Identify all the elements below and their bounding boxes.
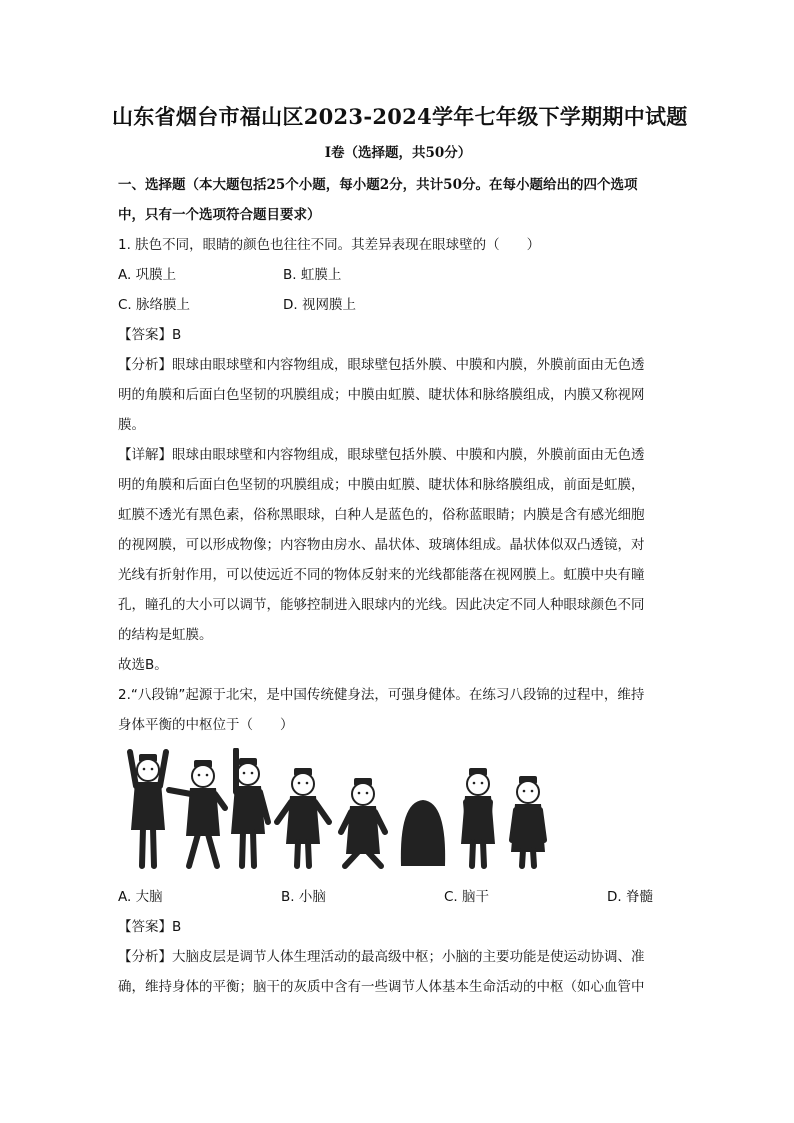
figure-1-leg	[153, 828, 154, 866]
figure-3-head	[237, 763, 259, 785]
figure-2-eye	[206, 774, 209, 777]
figure-3-leg	[253, 832, 254, 866]
figure-2-leg	[208, 834, 217, 866]
figure-4-eye	[306, 782, 309, 785]
figure-6-body	[401, 800, 445, 866]
q1-analysis-line: 膜。	[118, 417, 145, 433]
figure-1-head	[137, 759, 159, 781]
page-subtitle: I卷（选择题，共50分）	[324, 145, 472, 161]
figure-1-eye	[143, 768, 146, 771]
figure-1-robe	[131, 782, 165, 830]
figure-5-leg	[368, 852, 381, 866]
q2-analysis-line: 确，维持身体的平衡；脑干的灰质中含有一些调节人体基本生命活动的中枢（如心血管中	[118, 979, 645, 995]
figure-8-head	[517, 781, 539, 803]
q2-option-b: B. 小脑	[281, 889, 326, 905]
figure-7-arm	[466, 802, 468, 824]
figure-7-leg	[483, 842, 484, 866]
q1-option-d: D. 视网膜上	[283, 297, 356, 313]
baduanjin-figures-illustration	[118, 748, 678, 876]
figures-svg	[118, 748, 548, 876]
figure-1-eye	[151, 768, 154, 771]
section-line-1: 一、选择题（本大题包括25个小题，每小题2分，共计50分。在每小题给出的四个选项	[118, 177, 638, 193]
figure-7-eye	[481, 782, 484, 785]
q1-conclusion: 故选B。	[118, 657, 168, 673]
q1-detail-line: 的结构是虹膜。	[118, 627, 213, 643]
figure-7-leg	[472, 842, 473, 866]
section-line-2: 中，只有一个选项符合题目要求）	[118, 207, 321, 223]
figure-5-leg	[345, 852, 358, 866]
q1-analysis-line: 明的角膜和后面白色坚韧的巩膜组成；中膜由虹膜、睫状体和脉络膜组成，内膜又称视网	[118, 387, 645, 403]
figure-4-leg	[308, 842, 309, 866]
q1-detail-line: 虹膜不透光有黑色素，俗称黑眼球，白种人是蓝色的，俗称蓝眼睛；内膜是含有感光细胞	[118, 507, 645, 523]
figure-2-arm	[169, 790, 191, 794]
q1-option-a: A. 巩膜上	[118, 267, 177, 283]
figure-7-head	[467, 773, 489, 795]
q2-options-row	[118, 882, 678, 912]
figure-5-eye	[366, 792, 369, 795]
figure-5-eye	[358, 792, 361, 795]
figure-8-arm	[512, 810, 516, 840]
figure-1-arm	[130, 752, 136, 786]
q1-option-c: C. 脉络膜上	[118, 297, 191, 313]
figure-8-leg	[522, 850, 523, 866]
exam-page	[112, 100, 688, 1002]
q2-option-c: C. 脑干	[444, 889, 490, 905]
q2-answer: 【答案】B	[118, 919, 182, 935]
q1-options-row-2	[118, 290, 678, 320]
figure-3-eye	[251, 772, 254, 775]
page-title: 山东省烟台市福山区2023-2024学年七年级下学期期中试题	[112, 104, 688, 129]
q2-stem-line-1: 2.“八段锦”起源于北宋，是中国传统健身法，可强身健体。在练习八段锦的过程中，维持	[118, 687, 645, 703]
q2-stem-line-2: 身体平衡的中枢位于（ ）	[118, 717, 294, 733]
figure-5-head	[352, 783, 374, 805]
q1-detail-line: 【详解】眼球由眼球壁和内容物组成，眼球壁包括外膜、中膜和内膜，外膜前面由无色透	[118, 447, 645, 463]
figure-7-arm	[488, 802, 490, 824]
figure-2-leg	[189, 834, 198, 866]
q1-answer: 【答案】B	[118, 327, 182, 343]
figure-4-leg	[297, 842, 298, 866]
q2-option-a: A. 大脑	[118, 889, 163, 905]
figure-1-arm	[160, 752, 166, 786]
figure-4-eye	[298, 782, 301, 785]
q1-options-row-1	[118, 260, 678, 290]
q1-detail-line: 的视网膜，可以形成物像；内容物由房水、晶状体、玻璃体组成。晶状体似双凸透镜，对	[118, 537, 645, 553]
figure-2-head	[192, 765, 214, 787]
figure-4-head	[292, 773, 314, 795]
q1-stem: 1. 肤色不同，眼睛的颜色也往往不同。其差异表现在眼球壁的（ ）	[118, 237, 541, 253]
figure-8-arm	[540, 810, 544, 840]
q1-detail-line: 光线有折射作用，可以使远近不同的物体反射来的光线都能落在视网膜上。虹膜中央有瞳	[118, 567, 645, 583]
q1-analysis-line: 【分析】眼球由眼球壁和内容物组成，眼球壁包括外膜、中膜和内膜，外膜前面由无色透	[118, 357, 645, 373]
figure-3-leg	[242, 832, 243, 866]
q1-option-b: B. 虹膜上	[283, 267, 342, 283]
q2-analysis-line: 【分析】大脑皮层是调节人体生理活动的最高级中枢；小脑的主要功能是使运动协调、准	[118, 949, 645, 965]
figure-8-eye	[523, 790, 526, 793]
section-heading	[118, 170, 678, 230]
figure-8-leg	[533, 850, 534, 866]
figure-8-eye	[531, 790, 534, 793]
figure-3-eye	[243, 772, 246, 775]
figure-2-eye	[198, 774, 201, 777]
q1-detail-line: 孔，瞳孔的大小可以调节，能够控制进入眼球内的光线。因此决定不同人种眼球颜色不同	[118, 597, 645, 613]
q2-option-d: D. 脊髓	[607, 889, 653, 905]
figure-7-eye	[473, 782, 476, 785]
q1-detail-line: 明的角膜和后面白色坚韧的巩膜组成；中膜由虹膜、睫状体和脉络膜组成，前面是虹膜，	[118, 477, 645, 493]
figure-1-leg	[142, 828, 143, 866]
